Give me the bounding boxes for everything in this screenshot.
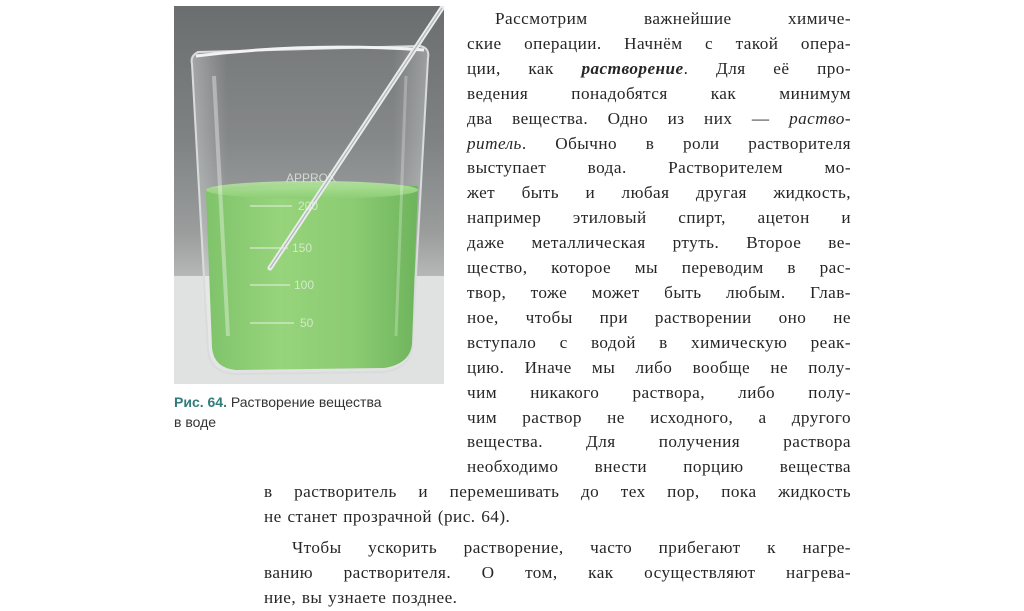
text-line: чим раствор не исходного, а другого — [467, 407, 851, 427]
term-solvent-end: ритель — [467, 133, 522, 153]
graduation-mark: APPROX — [286, 171, 337, 185]
text-line: вещества. Для получения раствора — [467, 432, 851, 452]
graduation-mark: 150 — [292, 241, 313, 255]
text-line: твор, тоже может быть любым. Глав- — [467, 282, 851, 302]
text-line: ции, как растворение. Для её про- — [467, 58, 851, 78]
text-line: ские операции. Начнём с такой опера- — [467, 33, 851, 53]
graduation-mark: 50 — [300, 316, 314, 330]
text-line: ритель. Обычно в роли растворителя — [467, 133, 851, 153]
text-line: Чтобы ускорить растворение, часто прибегают к нагре- — [292, 538, 851, 557]
graduation-mark: 100 — [294, 278, 315, 292]
text-line: ванию растворителя. О том, как осуществляют нагрева- — [264, 562, 851, 582]
term-solvent: раство- — [789, 108, 851, 128]
term-dissolution: растворение — [581, 58, 684, 78]
text-line: щество, которое мы переводим в рас- — [467, 258, 851, 278]
text-line: выступает вода. Растворителем мо- — [467, 158, 851, 178]
paragraph-1-column — [467, 7, 851, 480]
text-line: ное, чтобы при растворении оно не — [467, 307, 851, 327]
text-line: жет быть и любая другая жидкость, — [467, 183, 851, 203]
figure-caption-text-2: в воде — [174, 414, 217, 430]
text-line: ние, вы узнаете позднее. — [264, 587, 458, 607]
text-line: например этиловый спирт, ацетон и — [467, 208, 851, 228]
text-line: чим никакого раствора, либо полу- — [467, 382, 851, 402]
figure-caption — [174, 392, 454, 432]
text-line: не станет прозрачной (рис. 64). — [264, 506, 511, 526]
text-line: вступало с водой в химическую реак- — [467, 332, 851, 352]
beaker-photo — [174, 6, 444, 384]
text-line: необходимо внести порцию вещества — [467, 457, 851, 477]
graduation-mark: 200 — [298, 199, 319, 213]
text-line: два вещества. Одно из них — раство- — [467, 108, 851, 128]
figure-caption-text: Растворение вещества — [230, 394, 382, 410]
text-line: Рассмотрим важнейшие химиче- — [495, 9, 851, 28]
paragraph-2 — [264, 536, 851, 611]
beaker-illustration — [174, 6, 444, 384]
text-line: в растворитель и перемешивать до тех пор, пока жидкость — [264, 482, 851, 501]
text-line: цию. Иначе мы либо вообще не полу- — [467, 357, 851, 377]
figure-label: Рис. 64. — [174, 394, 227, 410]
text-line: ведения понадобятся как минимум — [467, 83, 851, 103]
text-line: даже металлическая ртуть. Второе ве- — [467, 233, 851, 253]
paragraph-1-continuation — [264, 480, 851, 530]
